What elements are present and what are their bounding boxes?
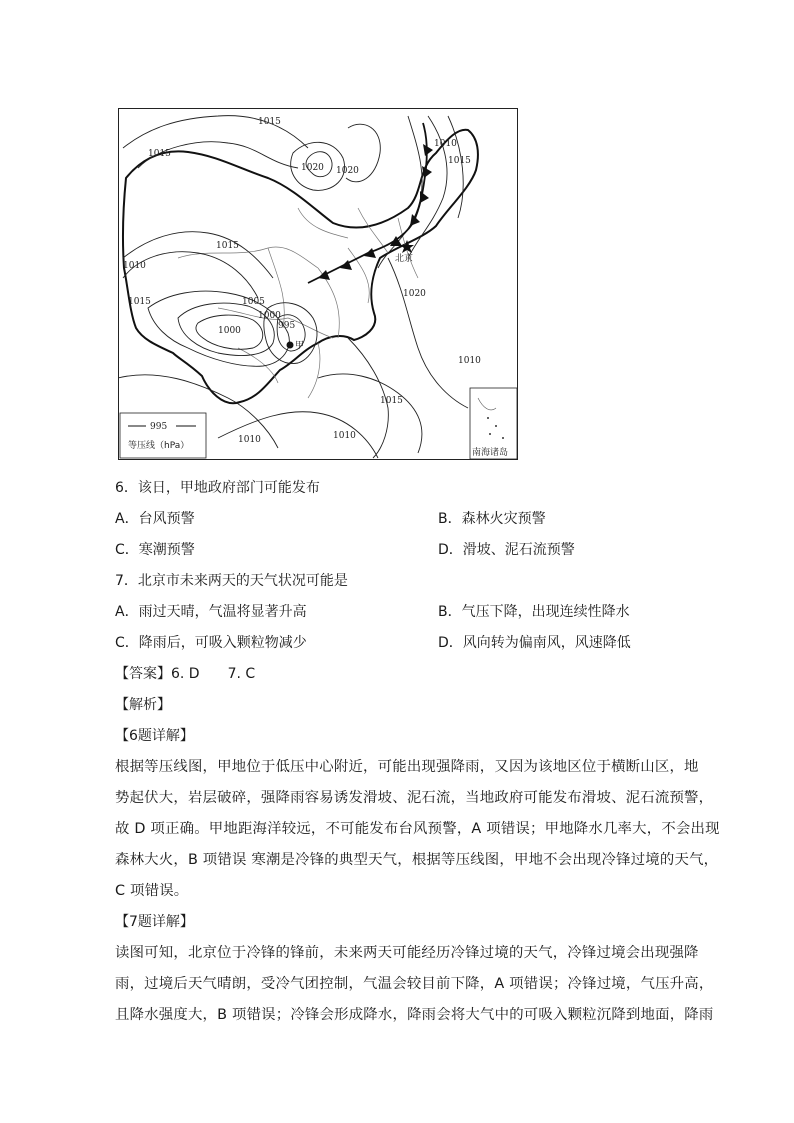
q7-stem: 7．北京市未来两天的天气状况可能是	[115, 573, 348, 589]
south-china-sea-inset	[470, 388, 517, 459]
detail6-line: 势起伏大，岩层破碎，强降雨容易诱发滑坡、泥石流，当地政府可能发布滑坡、泥石流预警，	[115, 790, 714, 806]
svg-text:1010: 1010	[434, 139, 457, 149]
q6-stem: 6．该日，甲地政府部门可能发布	[115, 480, 320, 496]
inset-caption: 南海诸岛	[472, 448, 509, 458]
detail7-line: 且降水强度大，B 项错误；冷锋会形成降水，降雨会将大气中的可吸入颗粒沉降到地面，降雨	[115, 1007, 714, 1023]
detail6-line: 森林大火，B 项错误 寒潮是冷锋的典型天气，根据等压线图，甲地不会出现冷锋过境的天气，	[115, 852, 719, 868]
detail7-line: 雨，过境后天气晴朗，受冷气团控制，气温会较目前下降，A 项错误；冷锋过境，气压升高，	[115, 976, 714, 992]
svg-text:1000: 1000	[258, 311, 281, 321]
detail7-line: 读图可知，北京位于冷锋的锋前，未来两天可能经历冷锋过境的天气，冷锋过境会出现强降	[115, 945, 699, 961]
svg-text:1020: 1020	[403, 289, 426, 299]
legend-caption: 等压线（hPa）	[128, 441, 190, 451]
svg-text:995: 995	[278, 321, 296, 331]
detail6-line: C 项错误。	[115, 883, 189, 899]
detail6-line: 根据等压线图，甲地位于低压中心附近，可能出现强降雨，又因为该地区位于横断山区，地	[115, 759, 699, 775]
city-label: 北京	[395, 254, 414, 264]
svg-text:1015: 1015	[216, 241, 239, 251]
svg-text:1010: 1010	[458, 356, 481, 366]
svg-text:1015: 1015	[148, 149, 171, 159]
q7-option-c: C．降雨后，可吸入颗粒物减少	[115, 635, 307, 651]
q7-option-d: D．风向转为偏南风，风速降低	[438, 635, 631, 651]
svg-text:1020: 1020	[336, 166, 359, 176]
detail6-line: 故 D 项正确。甲地距海洋较远，不可能发布台风预警，A 项错误；甲地降水几率大，不会出现	[115, 821, 720, 837]
svg-text:1015: 1015	[448, 156, 471, 166]
svg-text:1015: 1015	[258, 117, 281, 127]
svg-text:1010: 1010	[333, 431, 356, 441]
detail6-heading: 【6题详解】	[115, 728, 194, 744]
answer-tag: 答案	[129, 666, 157, 682]
q6-option-a: A．台风预警	[115, 511, 195, 527]
q6-option-b: B．森林火灾预警	[438, 511, 546, 527]
svg-text:1020: 1020	[301, 163, 324, 173]
detail7-heading: 【7题详解】	[115, 914, 194, 930]
isobar-weather-map	[118, 108, 518, 460]
analysis-heading: 【解析】	[115, 697, 171, 713]
q7-option-a: A．雨过天晴，气温将显著升高	[115, 604, 307, 620]
svg-text:1015: 1015	[380, 396, 403, 406]
svg-text:1005: 1005	[242, 297, 265, 307]
legend-value: 995	[150, 422, 168, 432]
q7-option-b: B．气压下降，出现连续性降水	[438, 604, 630, 620]
q6-option-c: C．寒潮预警	[115, 542, 195, 558]
point-label: 甲	[295, 341, 305, 351]
svg-text:1000: 1000	[218, 326, 241, 336]
detail7-paragraph	[115, 938, 714, 1031]
detail6-paragraph	[115, 752, 720, 907]
svg-text:1015: 1015	[128, 297, 151, 307]
answer-text: 6. D 7. C	[171, 666, 256, 682]
svg-text:1010: 1010	[238, 435, 261, 445]
point-jia-marker	[287, 342, 294, 349]
map-svg	[118, 108, 518, 460]
svg-text:1010: 1010	[123, 261, 146, 271]
answer-line: 【答案】6. D 7. C	[115, 666, 256, 682]
q6-option-d: D．滑坡、泥石流预警	[438, 542, 575, 558]
map-legend	[120, 413, 206, 458]
